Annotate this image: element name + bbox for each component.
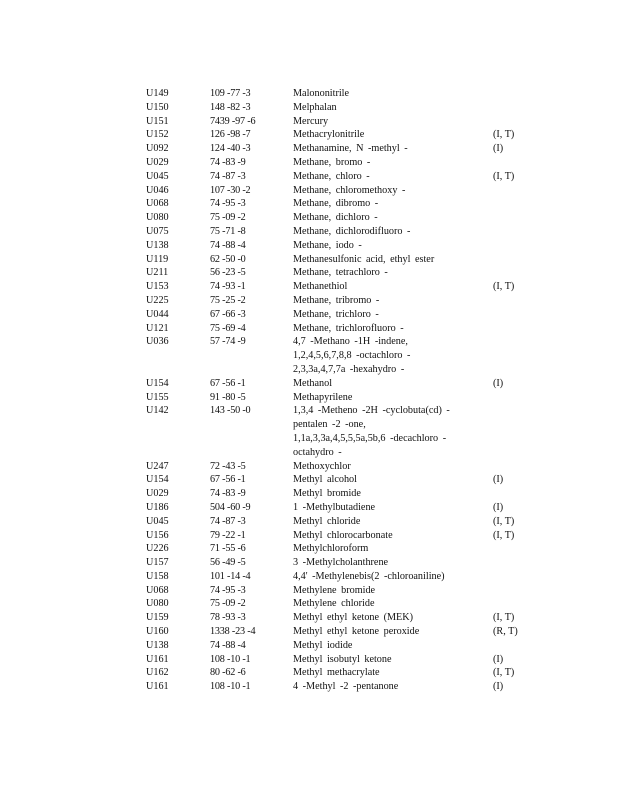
- waste-code: U156: [146, 529, 169, 541]
- substance-name: [293, 529, 488, 543]
- table-row: [146, 239, 526, 253]
- cas-number: 75 -09 -2: [210, 212, 246, 224]
- cas-number: 1338 -23 -4: [210, 626, 256, 638]
- waste-code: U121: [146, 322, 169, 334]
- waste-code: U160: [146, 626, 169, 638]
- substance-name: [293, 322, 488, 336]
- cas-number: 143 -50 -0: [210, 405, 251, 417]
- table-row: [146, 529, 526, 543]
- waste-code: U068: [146, 198, 169, 210]
- cas-number: 71 -55 -6: [210, 543, 246, 555]
- substance-name: [293, 225, 488, 239]
- waste-code: U161: [146, 653, 169, 665]
- substance-name-line: 4,4' -Methylenebis(2 -chloroaniline): [293, 570, 445, 582]
- cas-number: 62 -50 -0: [210, 253, 246, 265]
- substance-name-line: Methylene chloride: [293, 598, 375, 610]
- cas-number: 74 -88 -4: [210, 239, 246, 251]
- substance-name-line: Methapyrilene: [293, 391, 353, 403]
- waste-code: U029: [146, 156, 169, 168]
- substance-name-line: Melphalan: [293, 101, 337, 113]
- substance-name: [293, 680, 488, 694]
- substance-name: [293, 666, 488, 680]
- hazard-code: (I, T): [493, 667, 515, 679]
- waste-code: U158: [146, 570, 169, 582]
- substance-name: [293, 197, 488, 211]
- cas-number: 7439 -97 -6: [210, 115, 256, 127]
- waste-code: U046: [146, 184, 169, 196]
- cas-number: 74 -87 -3: [210, 515, 246, 527]
- table-row: [146, 211, 526, 225]
- substance-name-line: 1,2,4,5,6,7,8,8 -octachloro -: [293, 350, 411, 362]
- table-row: [146, 570, 526, 584]
- cas-number: 75 -25 -2: [210, 294, 246, 306]
- substance-name-line: Methanamine, N -methyl -: [293, 143, 408, 155]
- substance-name-line: 2,3,3a,4,7,7a -hexahydro -: [293, 363, 405, 375]
- table-row: [146, 101, 526, 115]
- cas-number: 72 -43 -5: [210, 460, 246, 472]
- cas-number: 75 -71 -8: [210, 225, 246, 237]
- cas-number: 109 -77 -3: [210, 88, 251, 99]
- cas-number: 75 -69 -4: [210, 322, 246, 334]
- substance-name-line: 1,3,4 -Metheno -2H -cyclobuta(cd) -: [293, 405, 450, 417]
- table-row: [146, 142, 526, 156]
- waste-code: U138: [146, 639, 169, 651]
- substance-name-line: Methylene bromide: [293, 584, 376, 596]
- waste-code: U092: [146, 143, 169, 155]
- substance-name: [293, 584, 488, 598]
- table-row: [146, 611, 526, 625]
- substance-name-line: Methane, dichlorodifluoro -: [293, 225, 411, 237]
- substance-name-line: Methane, chloro -: [293, 170, 370, 182]
- cas-number: 74 -95 -3: [210, 584, 246, 596]
- substance-name-line: Methyl bromide: [293, 488, 361, 500]
- table-row: [146, 225, 526, 239]
- table-row: [146, 266, 526, 280]
- hazard-code: (I): [493, 377, 504, 389]
- substance-name-line: Malononitrile: [293, 88, 350, 99]
- substance-name-line: 3 -Methylcholanthrene: [293, 557, 389, 569]
- cas-number: 504 -60 -9: [210, 501, 251, 513]
- substance-name: [293, 377, 488, 391]
- table-row: [146, 377, 526, 391]
- cas-number: 74 -95 -3: [210, 198, 246, 210]
- table-row: [146, 156, 526, 170]
- substance-name-line: Methanesulfonic acid, ethyl ester: [293, 253, 435, 265]
- substance-name-line: Methanol: [293, 377, 333, 389]
- cas-number: 107 -30 -2: [210, 184, 251, 196]
- cas-number: 108 -10 -1: [210, 681, 251, 693]
- waste-code: U138: [146, 239, 169, 251]
- substance-name: [293, 542, 488, 556]
- cas-number: 80 -62 -6: [210, 667, 246, 679]
- waste-code: U159: [146, 612, 169, 624]
- cas-number: 74 -83 -9: [210, 156, 246, 168]
- substance-name-line: Methyl methacrylate: [293, 667, 380, 679]
- table-row: [146, 639, 526, 653]
- waste-code: U186: [146, 501, 169, 513]
- substance-name-line: Methane, bromo -: [293, 156, 371, 168]
- waste-code: U247: [146, 460, 169, 472]
- cas-number: 75 -09 -2: [210, 598, 246, 610]
- waste-code: U119: [146, 253, 169, 265]
- substance-name-line: Methane, tetrachloro -: [293, 267, 388, 279]
- substance-name: [293, 639, 488, 653]
- substance-name-line: Methyl chloride: [293, 515, 361, 527]
- table-row: [146, 197, 526, 211]
- table-row: [146, 115, 526, 129]
- waste-code: U142: [146, 405, 169, 417]
- substance-name-line: Methyl ethyl ketone (MEK): [293, 612, 414, 624]
- substance-name-line: Methyl chlorocarbonate: [293, 529, 393, 541]
- substance-name: [293, 501, 488, 515]
- substance-name: [293, 570, 488, 584]
- cas-number: 56 -49 -5: [210, 557, 246, 569]
- substance-name-line: Mercury: [293, 115, 329, 127]
- substance-name-line: Methanethiol: [293, 281, 348, 293]
- substance-name: [293, 487, 488, 501]
- substance-name: [293, 280, 488, 294]
- hazard-code: (I): [493, 501, 504, 513]
- cas-number: 74 -83 -9: [210, 488, 246, 500]
- table-row: [146, 680, 526, 694]
- substance-name: [293, 515, 488, 529]
- hazard-code: (I): [493, 143, 504, 155]
- waste-code: U155: [146, 391, 169, 403]
- substance-name: [293, 556, 488, 570]
- substance-name-line: Methoxychlor: [293, 460, 351, 472]
- table-row: [146, 128, 526, 142]
- table-row: [146, 87, 526, 101]
- table-row: [146, 653, 526, 667]
- cas-number: 108 -10 -1: [210, 653, 251, 665]
- hazard-code: (I, T): [493, 529, 515, 541]
- substance-name: [293, 611, 488, 625]
- substance-name: [293, 239, 488, 253]
- waste-code: U045: [146, 170, 169, 182]
- substance-name: [293, 335, 488, 376]
- table-row: [146, 404, 526, 459]
- table-row: [146, 170, 526, 184]
- hazard-code: (I): [493, 474, 504, 486]
- table-row: [146, 253, 526, 267]
- substance-name: [293, 170, 488, 184]
- waste-code: U161: [146, 681, 169, 693]
- table-row: [146, 597, 526, 611]
- substance-name: [293, 597, 488, 611]
- hazardous-waste-table: [146, 87, 526, 694]
- cas-number: 101 -14 -4: [210, 570, 251, 582]
- cas-number: 78 -93 -3: [210, 612, 246, 624]
- waste-code: U068: [146, 584, 169, 596]
- table-row: [146, 335, 526, 376]
- waste-code: U150: [146, 101, 169, 113]
- cas-number: 67 -66 -3: [210, 308, 246, 320]
- substance-name-line: 4,7 -Methano -1H -indene,: [293, 336, 408, 348]
- substance-name: [293, 404, 488, 459]
- cas-number: 126 -98 -7: [210, 129, 251, 141]
- substance-name-line: Methyl iodide: [293, 639, 353, 651]
- substance-name: [293, 266, 488, 280]
- waste-code: U080: [146, 212, 169, 224]
- substance-name: [293, 460, 488, 474]
- table-row: [146, 666, 526, 680]
- waste-code: U225: [146, 294, 169, 306]
- substance-name-line: Methane, trichlorofluoro -: [293, 322, 404, 334]
- table-row: [146, 294, 526, 308]
- table-row: [146, 584, 526, 598]
- cas-number: 74 -87 -3: [210, 170, 246, 182]
- table-row: [146, 487, 526, 501]
- substance-name: [293, 473, 488, 487]
- substance-name-line: Methane, dibromo -: [293, 198, 379, 210]
- substance-name: [293, 391, 488, 405]
- waste-code: U152: [146, 129, 169, 141]
- table-row: [146, 542, 526, 556]
- substance-name-line: Methane, trichloro -: [293, 308, 379, 320]
- waste-code: U162: [146, 667, 169, 679]
- substance-name: [293, 184, 488, 198]
- substance-name-line: 4 -Methyl -2 -pentanone: [293, 681, 399, 693]
- table-row: [146, 460, 526, 474]
- cas-number: 91 -80 -5: [210, 391, 246, 403]
- waste-code: U045: [146, 515, 169, 527]
- cas-number: 74 -88 -4: [210, 639, 246, 651]
- substance-name-line: Methyl isobutyl ketone: [293, 653, 392, 665]
- cas-number: 56 -23 -5: [210, 267, 246, 279]
- substance-name-line: octahydro -: [293, 446, 342, 458]
- substance-name-line: 1,1a,3,3a,4,5,5,5a,5b,6 -decachloro -: [293, 432, 447, 444]
- waste-code: U154: [146, 377, 169, 389]
- hazard-code: (I, T): [493, 515, 515, 527]
- waste-code: U075: [146, 225, 169, 237]
- hazard-code: (R, T): [493, 626, 518, 638]
- substance-name: [293, 294, 488, 308]
- table-row: [146, 473, 526, 487]
- cas-number: 74 -93 -1: [210, 281, 246, 293]
- table-row: [146, 515, 526, 529]
- waste-code: U151: [146, 115, 169, 127]
- substance-name-line: Methyl alcohol: [293, 474, 357, 486]
- substance-name: [293, 87, 488, 101]
- table-row: [146, 308, 526, 322]
- table-row: [146, 322, 526, 336]
- waste-code: U226: [146, 543, 169, 555]
- cas-number: 67 -56 -1: [210, 474, 246, 486]
- substance-name: [293, 128, 488, 142]
- substance-name: [293, 115, 488, 129]
- hazard-code: (I, T): [493, 129, 515, 141]
- waste-code: U036: [146, 336, 169, 348]
- waste-code: U080: [146, 598, 169, 610]
- substance-name: [293, 142, 488, 156]
- substance-name-line: Methacrylonitrile: [293, 129, 365, 141]
- waste-code: U157: [146, 557, 169, 569]
- waste-code: U044: [146, 308, 169, 320]
- waste-code: U029: [146, 488, 169, 500]
- hazard-code: (I, T): [493, 281, 515, 293]
- hazard-code: (I): [493, 653, 504, 665]
- cas-number: 67 -56 -1: [210, 377, 246, 389]
- waste-code: U153: [146, 281, 169, 293]
- substance-name: [293, 253, 488, 267]
- waste-code: U211: [146, 267, 169, 279]
- substance-name-line: pentalen -2 -one,: [293, 419, 366, 431]
- substance-name-line: Methyl ethyl ketone peroxide: [293, 626, 420, 638]
- substance-name: [293, 625, 488, 639]
- substance-name: [293, 156, 488, 170]
- hazard-code: (I, T): [493, 170, 515, 182]
- table-row: [146, 280, 526, 294]
- table-row: [146, 501, 526, 515]
- substance-name: [293, 211, 488, 225]
- table-row: [146, 391, 526, 405]
- cas-number: 57 -74 -9: [210, 336, 246, 348]
- table-row: [146, 625, 526, 639]
- substance-name: [293, 308, 488, 322]
- table-row: [146, 556, 526, 570]
- cas-number: 148 -82 -3: [210, 101, 251, 113]
- substance-name: [293, 653, 488, 667]
- cas-number: 124 -40 -3: [210, 143, 251, 155]
- waste-code: U149: [146, 88, 169, 99]
- substance-name-line: Methane, dichloro -: [293, 212, 378, 224]
- substance-name: [293, 101, 488, 115]
- substance-name-line: Methane, iodo -: [293, 239, 362, 251]
- cas-number: 79 -22 -1: [210, 529, 246, 541]
- hazard-code: (I, T): [493, 612, 515, 624]
- waste-code: U154: [146, 474, 169, 486]
- substance-name-line: 1 -Methylbutadiene: [293, 501, 376, 513]
- substance-name-line: Methane, chloromethoxy -: [293, 184, 406, 196]
- hazard-code: (I): [493, 681, 504, 693]
- substance-name-line: Methane, tribromo -: [293, 294, 380, 306]
- table-row: [146, 184, 526, 198]
- substance-name-line: Methylchloroform: [293, 543, 369, 555]
